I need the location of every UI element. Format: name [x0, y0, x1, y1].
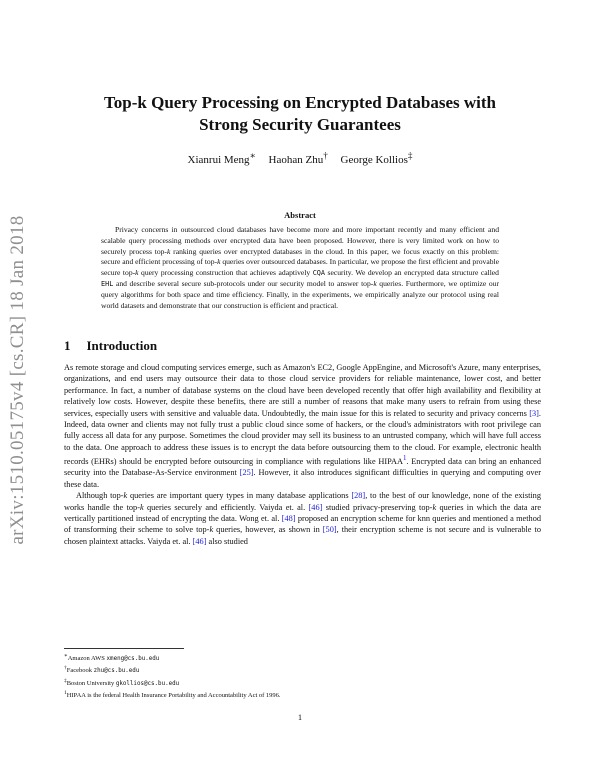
author-name: George Kollios	[340, 153, 408, 166]
math-k: k	[209, 525, 214, 535]
math-k: k	[139, 502, 144, 512]
paper-title	[60, 92, 540, 136]
footnote-email: gkollios@cs.bu.edu	[115, 680, 180, 687]
title-line-2: Strong Security Guarantees	[199, 115, 401, 134]
abstract-body	[101, 225, 499, 311]
footnote-mark: †	[64, 665, 67, 672]
body-text: queries are important query types in many database applications	[127, 491, 352, 501]
footnote-text: Boston University	[66, 679, 116, 687]
footnote-mark: ‡	[64, 677, 67, 684]
author-3	[340, 150, 413, 166]
footnote-text: Amazon AWS	[67, 655, 107, 663]
body-text: Although top-	[76, 491, 124, 501]
footnote-item	[64, 664, 534, 676]
author-1	[187, 150, 256, 166]
section-number: 1	[64, 338, 71, 353]
footnote-item	[64, 652, 534, 664]
citation-link[interactable]: [3]	[529, 408, 539, 418]
abstract-text: Privacy concerns in outsourced cloud databases have become more and more important recently and many efficient and scalable query processing methods over encrypted data have been proposed. However, there is very limited work on how to securely process top-	[101, 225, 499, 256]
footnote-text: Facebook	[66, 667, 94, 675]
footnote-email: zhu@cs.bu.edu	[93, 668, 140, 675]
abstract-math-k: k	[217, 257, 221, 267]
introduction-body	[64, 362, 541, 547]
abstract-math-k: k	[166, 246, 171, 256]
abstract-math-k: k	[135, 268, 139, 278]
body-text: queries in which the data are vertically partitioned instead of encrypting the data. Wong et. al.	[64, 502, 542, 524]
footnote-divider	[64, 648, 184, 649]
author-name: Haohan Zhu	[268, 153, 324, 166]
footnote-link[interactable]: 1	[402, 455, 407, 463]
intro-paragraph-1	[64, 362, 541, 490]
body-text: studied privacy-preserving top-	[322, 502, 433, 512]
abstract-text: queries. Furthermore, we optimize our query algorithms for both space and time efficiency. Finally, in the experiments, we empirically analyze our protocol using real world datasets and demonstrate that our construction is efficient and practical.	[101, 278, 499, 310]
footnotes	[64, 652, 534, 700]
arxiv-identifier: arXiv:1510.05175v4 [cs.CR] 18 Jan 2018	[7, 215, 28, 545]
abstract-text: security. We develop an encrypted data structure called	[325, 268, 499, 278]
body-text: As remote storage and cloud computing services emerge, such as Amazon's EC2, Google AppEngine, and Microsoft's Azure, many enterprises, organizations, and end users may outsource their data to those cloud service providers for reliable maintenance, lower cost, and better performance. In fact, a number of database systems on the cloud have been developed recently that offer high availability and flexibility at relatively low costs. However, despite these benefits, there are still a number of reasons that make many users to refrain from using these services, especially users with sensitive and valuable data. Undoubtedly, the main issue for this is related to security and privacy concerns	[64, 363, 541, 418]
math-k: k	[432, 502, 437, 512]
body-text: , their encryption scheme is not secure and is vulnerable to chosen plaintext attacks. Vaiyda et. al.	[64, 525, 541, 546]
citation-link[interactable]: [46]	[192, 536, 207, 546]
title-line-1: Top-k Query Processing on Encrypted Databases with	[104, 93, 496, 112]
math-k: k	[123, 491, 128, 501]
body-text: queries, however, as shown in	[213, 525, 323, 535]
citation-link[interactable]: [28]	[351, 491, 366, 501]
abstract-text: ranking queries over encrypted databases in the cloud. In this paper, we focus exactly on this problem: secure and efficient processing of top-	[101, 246, 499, 267]
citation-link[interactable]: [25]	[239, 468, 254, 478]
abstract-cqa-term: CQA	[312, 269, 326, 278]
abstract-text: and describe several secure sub-protocols under our security model to answer top-	[113, 278, 374, 288]
footnote-text: HIPAA is the federal Health Insurance Portability and Accountability Act of 1996.	[66, 692, 281, 700]
footnote-email: xmeng@cs.bu.edu	[106, 656, 160, 663]
footnote-item	[64, 677, 534, 689]
abstract-text: queries over outsourced databases. In particular, we propose the first efficient and provable secure top-	[101, 257, 499, 278]
body-text: queries securely and efficiently. Vaiyda et. al.	[143, 502, 309, 512]
footnote-mark: 1	[64, 690, 67, 697]
body-text: also studied	[206, 536, 248, 546]
citation-link[interactable]: [46]	[308, 502, 323, 512]
author-2	[268, 150, 328, 166]
section-heading-introduction	[64, 338, 157, 354]
abstract-ehl-term: EHL	[101, 279, 114, 288]
author-name: Xianrui Meng	[187, 153, 250, 166]
intro-paragraph-2	[64, 490, 541, 547]
page-number: 1	[297, 712, 303, 722]
section-title: Introduction	[86, 338, 158, 353]
abstract-paragraph	[101, 225, 499, 311]
abstract-math-k: k	[373, 278, 377, 288]
body-text: proposed an encryption scheme for knn queries and mentioned a method of transforming their scheme to solve top-	[64, 514, 541, 535]
body-text: . However, it also introduces significant difficulties in querying and computing over these data.	[64, 468, 541, 489]
citation-link[interactable]: [48]	[281, 514, 296, 524]
footnote-mark: ∗	[64, 653, 68, 659]
body-text: , to the best of our knowledge, none of the existing works handle the top-	[64, 491, 541, 512]
author-mark: †	[323, 150, 328, 160]
author-mark: ‡	[407, 150, 413, 160]
body-text: . Encrypted data can bring an enhanced security into the Database-As-Service environment	[64, 457, 542, 478]
body-text: . Indeed, data owner and clients may not fully trust a public cloud since some of hackers, or the cloud's administrators with root privilege can fully access all data for any purpose. Sometimes the cloud provider may sell its business to an untrusted company, which will have full access to the data. One approach to address these issues is to encrypt the data before outsourcing them to the cloud. For example, electronic health records (EHRs) should be encrypted before outsourcing in compliance with regulations like HIPAA	[64, 408, 541, 467]
abstract-heading: Abstract	[284, 210, 316, 220]
abstract-text: query processing construction that achieves adaptively	[138, 268, 313, 278]
author-mark: ∗	[249, 150, 256, 160]
footnote-item	[64, 689, 534, 700]
arxiv-sidebar-stamp	[4, 180, 32, 580]
author-list	[60, 150, 540, 166]
citation-link[interactable]: [50]	[322, 525, 337, 535]
